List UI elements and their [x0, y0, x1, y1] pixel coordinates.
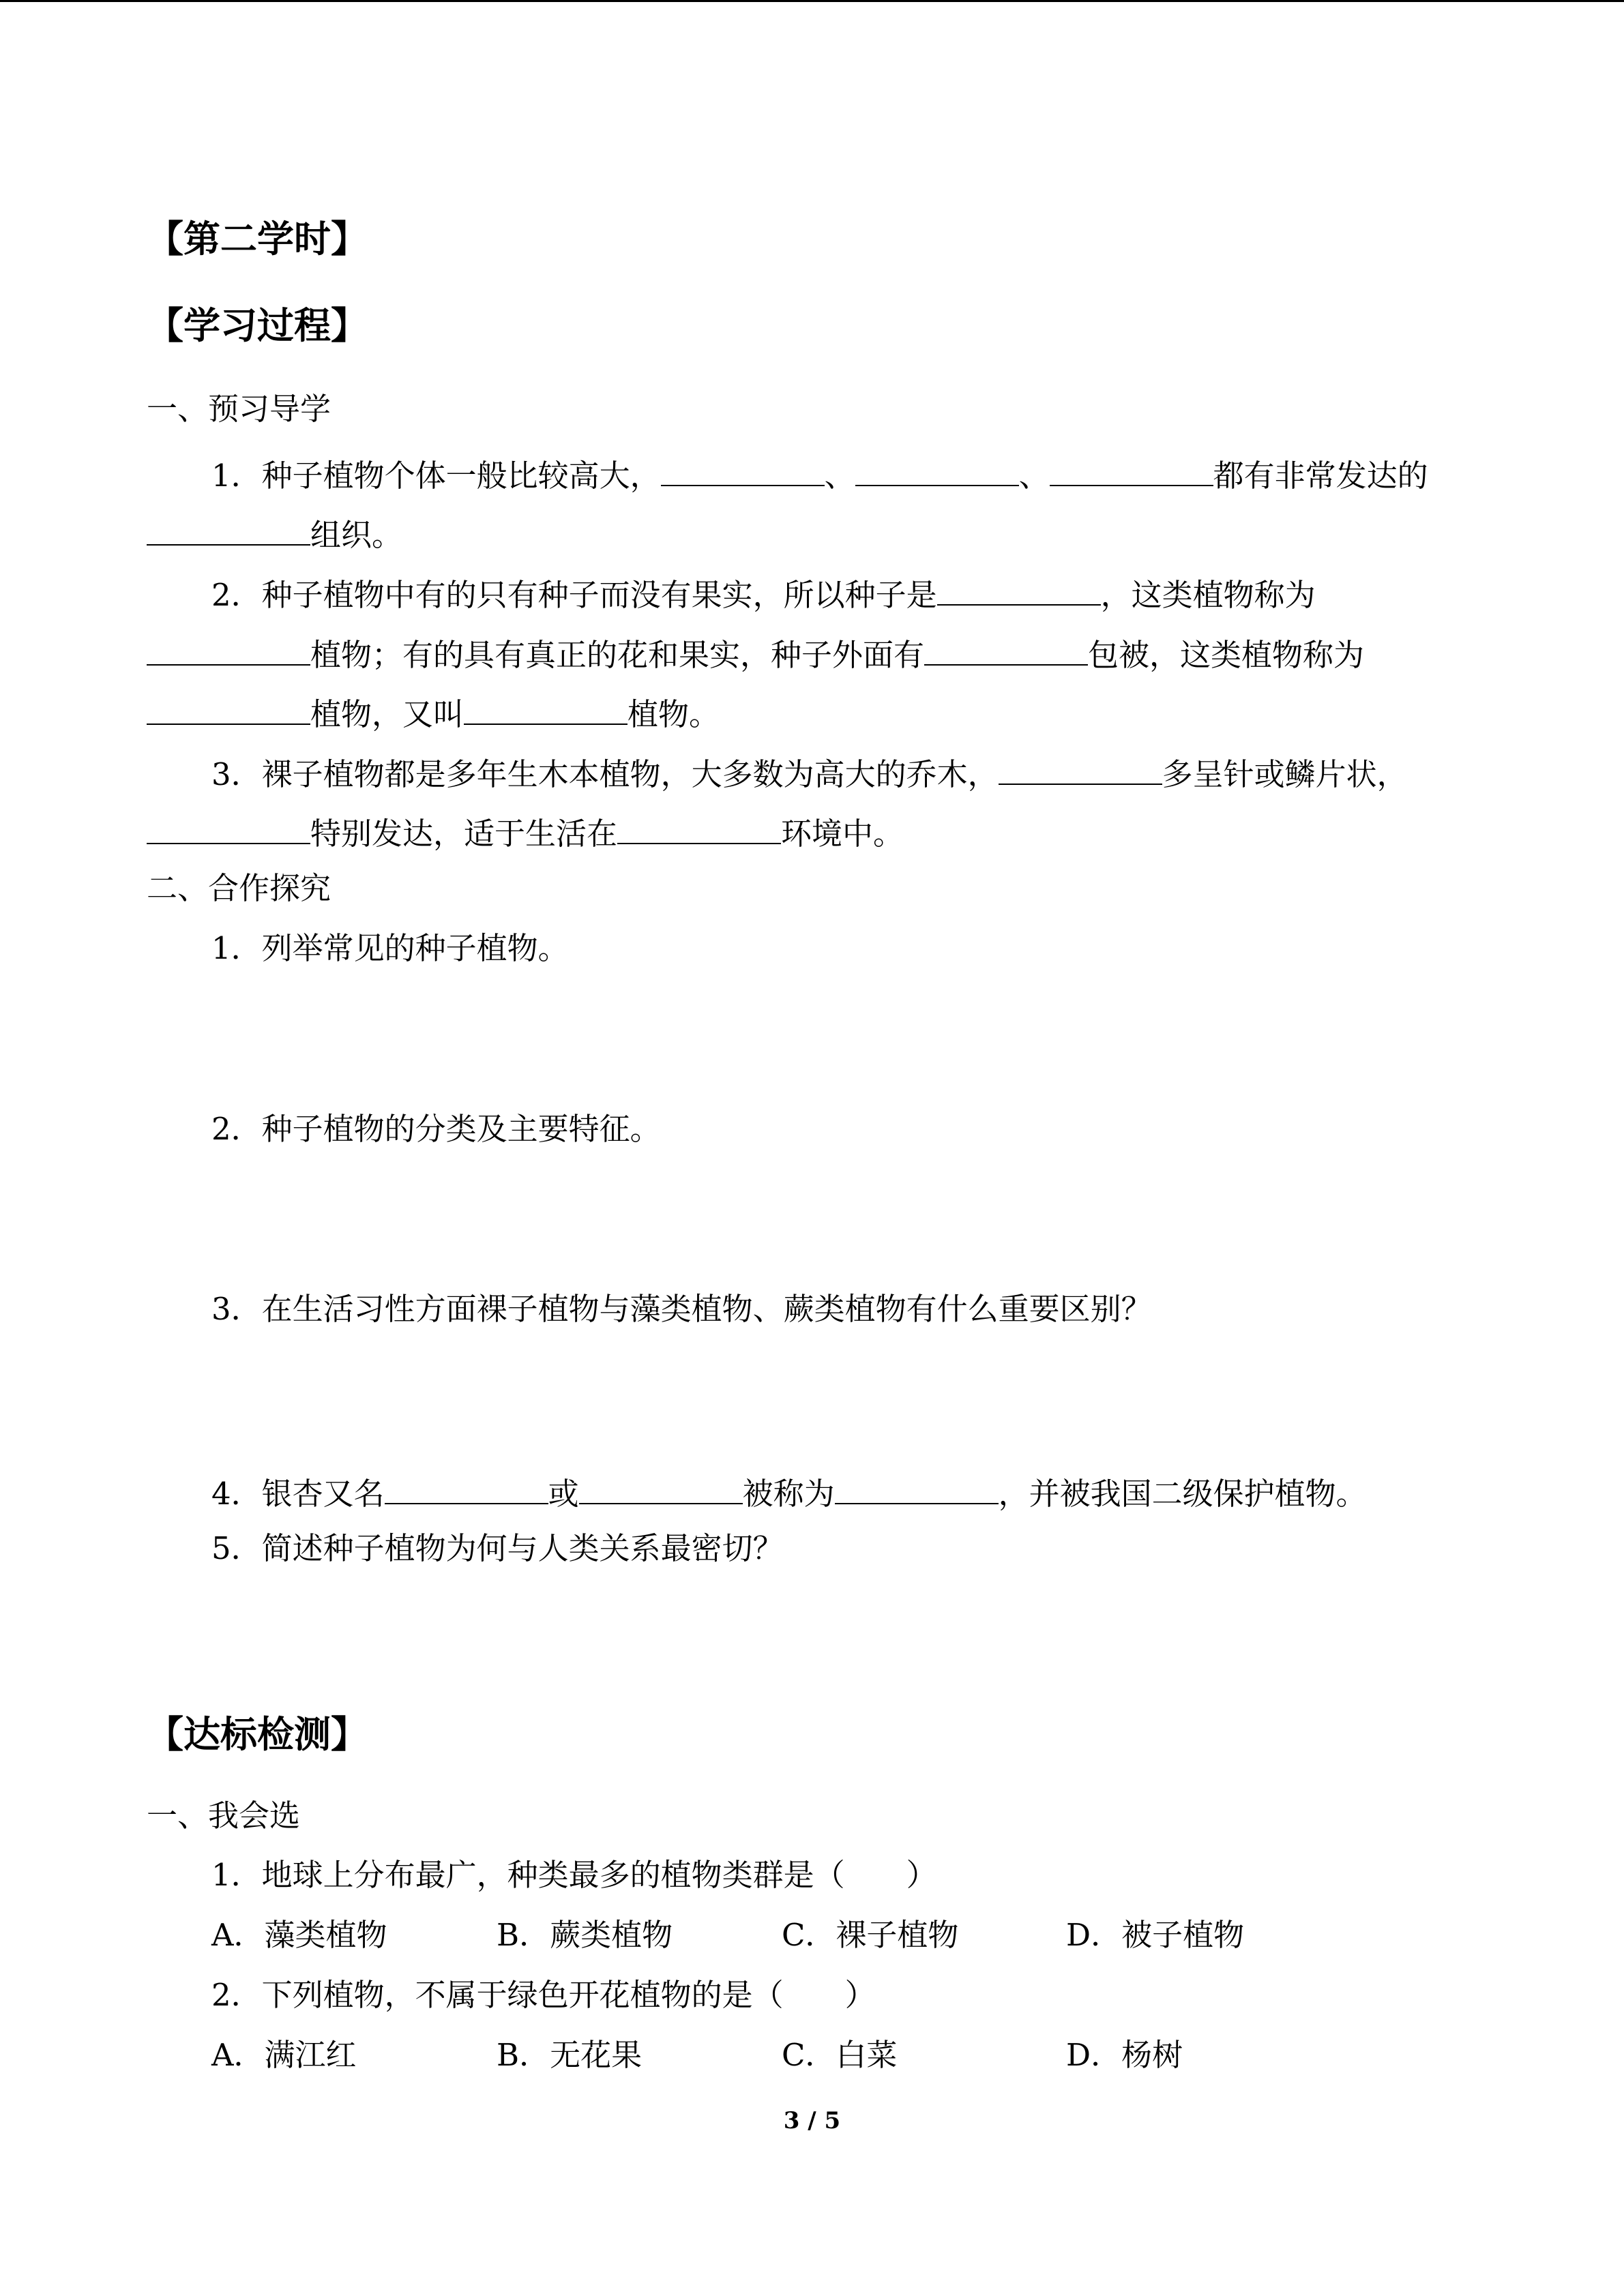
test-q1-stem: 1．地球上分布最广，种类最多的植物类群是（ ） — [211, 1857, 937, 1893]
preview-q2-text-c: 植物；有的具有真正的花和果实，种子外面有 — [310, 637, 925, 673]
preview-q1-text-a: 1．种子植物个体一般比较高大， — [211, 458, 661, 494]
explore-title: 二、合作探究 — [147, 870, 331, 906]
fill-blank[interactable] — [937, 574, 1101, 606]
explore-q4 — [211, 1473, 1367, 1512]
preview-q2-line1 — [211, 574, 1316, 613]
test-q2-stem: 2．下列植物，不属于绿色开花植物的是（ ） — [211, 1977, 876, 2013]
explore-q3: 3．在生活习性方面裸子植物与藻类植物、蕨类植物有什么重要区别？ — [211, 1291, 1152, 1327]
test-q1-option-c[interactable]: C．裸子植物 — [782, 1917, 959, 1953]
test-heading: 【达标检测】 — [147, 1712, 368, 1756]
preview-q3-text-a: 3．裸子植物都是多年生木本植物，大多数为高大的乔木， — [211, 756, 999, 792]
preview-q3-line1 — [211, 754, 1408, 790]
preview-q1-sep2: 、 — [1018, 458, 1050, 494]
test-q1-option-d[interactable]: D．被子植物 — [1066, 1917, 1245, 1953]
fill-blank[interactable] — [579, 1473, 743, 1504]
test-q1-option-a[interactable]: A．藻类植物 — [211, 1917, 387, 1953]
fill-blank[interactable] — [147, 694, 310, 725]
fill-blank[interactable] — [147, 634, 310, 666]
explore-q1: 1．列举常见的种子植物。 — [211, 930, 569, 966]
explore-q4-text-b: 或 — [548, 1476, 579, 1512]
page-number: 3 / 5 — [783, 2107, 841, 2134]
fill-blank[interactable] — [855, 455, 1019, 486]
preview-q3-line2 — [147, 813, 904, 852]
test-q2-option-a[interactable]: A．满江红 — [211, 2037, 357, 2073]
preview-q2-line2 — [147, 634, 1365, 673]
fill-blank[interactable] — [464, 694, 628, 725]
fill-blank[interactable] — [147, 514, 310, 546]
lesson-heading: 【第二学时】 — [147, 217, 368, 260]
preview-q3-text-d: 环境中。 — [781, 816, 904, 852]
preview-q2-line3 — [147, 694, 720, 730]
fill-blank[interactable] — [661, 455, 825, 486]
preview-q2-text-e: 植物，又叫 — [310, 696, 464, 732]
fill-blank[interactable] — [1050, 455, 1213, 486]
explore-q2: 2．种子植物的分类及主要特征。 — [211, 1111, 661, 1147]
explore-q4-text-c: 被称为 — [742, 1476, 835, 1512]
preview-q2-text-a: 2．种子植物中有的只有种子而没有果实，所以种子是 — [211, 577, 937, 613]
fill-blank[interactable] — [924, 634, 1088, 666]
preview-q3-text-c: 特别发达，适于生活在 — [310, 816, 618, 852]
preview-title: 一、预习导学 — [147, 391, 331, 427]
test-q2-option-d[interactable]: D．杨树 — [1066, 2037, 1183, 2073]
test-q2-option-b[interactable]: B．无花果 — [497, 2037, 643, 2073]
fill-blank[interactable] — [999, 754, 1162, 785]
explore-q4-text-a: 4．银杏又名 — [211, 1476, 385, 1512]
explore-q5: 5．简述种子植物为何与人类关系最密切？ — [211, 1530, 784, 1566]
test-q2-option-c[interactable]: C．白菜 — [782, 2037, 898, 2073]
preview-q1-line2 — [147, 514, 403, 553]
preview-q1-line1 — [211, 455, 1428, 494]
preview-q2-text-f: 植物。 — [628, 696, 720, 732]
preview-q2-text-b: ，这类植物称为 — [1100, 577, 1316, 613]
process-heading: 【学习过程】 — [147, 303, 368, 347]
explore-q4-text-d: ，并被我国二级保护植物。 — [998, 1476, 1367, 1512]
fill-blank[interactable] — [385, 1473, 548, 1504]
preview-q1-text-c: 组织。 — [310, 517, 403, 553]
preview-q2-text-d: 包被，这类植物称为 — [1088, 637, 1365, 673]
test-title: 一、我会选 — [147, 1798, 301, 1834]
preview-q1-text-b: 都有非常发达的 — [1213, 458, 1428, 494]
test-q1-option-b[interactable]: B．蕨类植物 — [497, 1917, 673, 1953]
fill-blank[interactable] — [617, 813, 781, 844]
preview-q3-text-b: 多呈针或鳞片状， — [1162, 756, 1408, 792]
fill-blank[interactable] — [147, 813, 310, 844]
preview-q1-sep1: 、 — [824, 458, 855, 494]
fill-blank[interactable] — [835, 1473, 999, 1504]
